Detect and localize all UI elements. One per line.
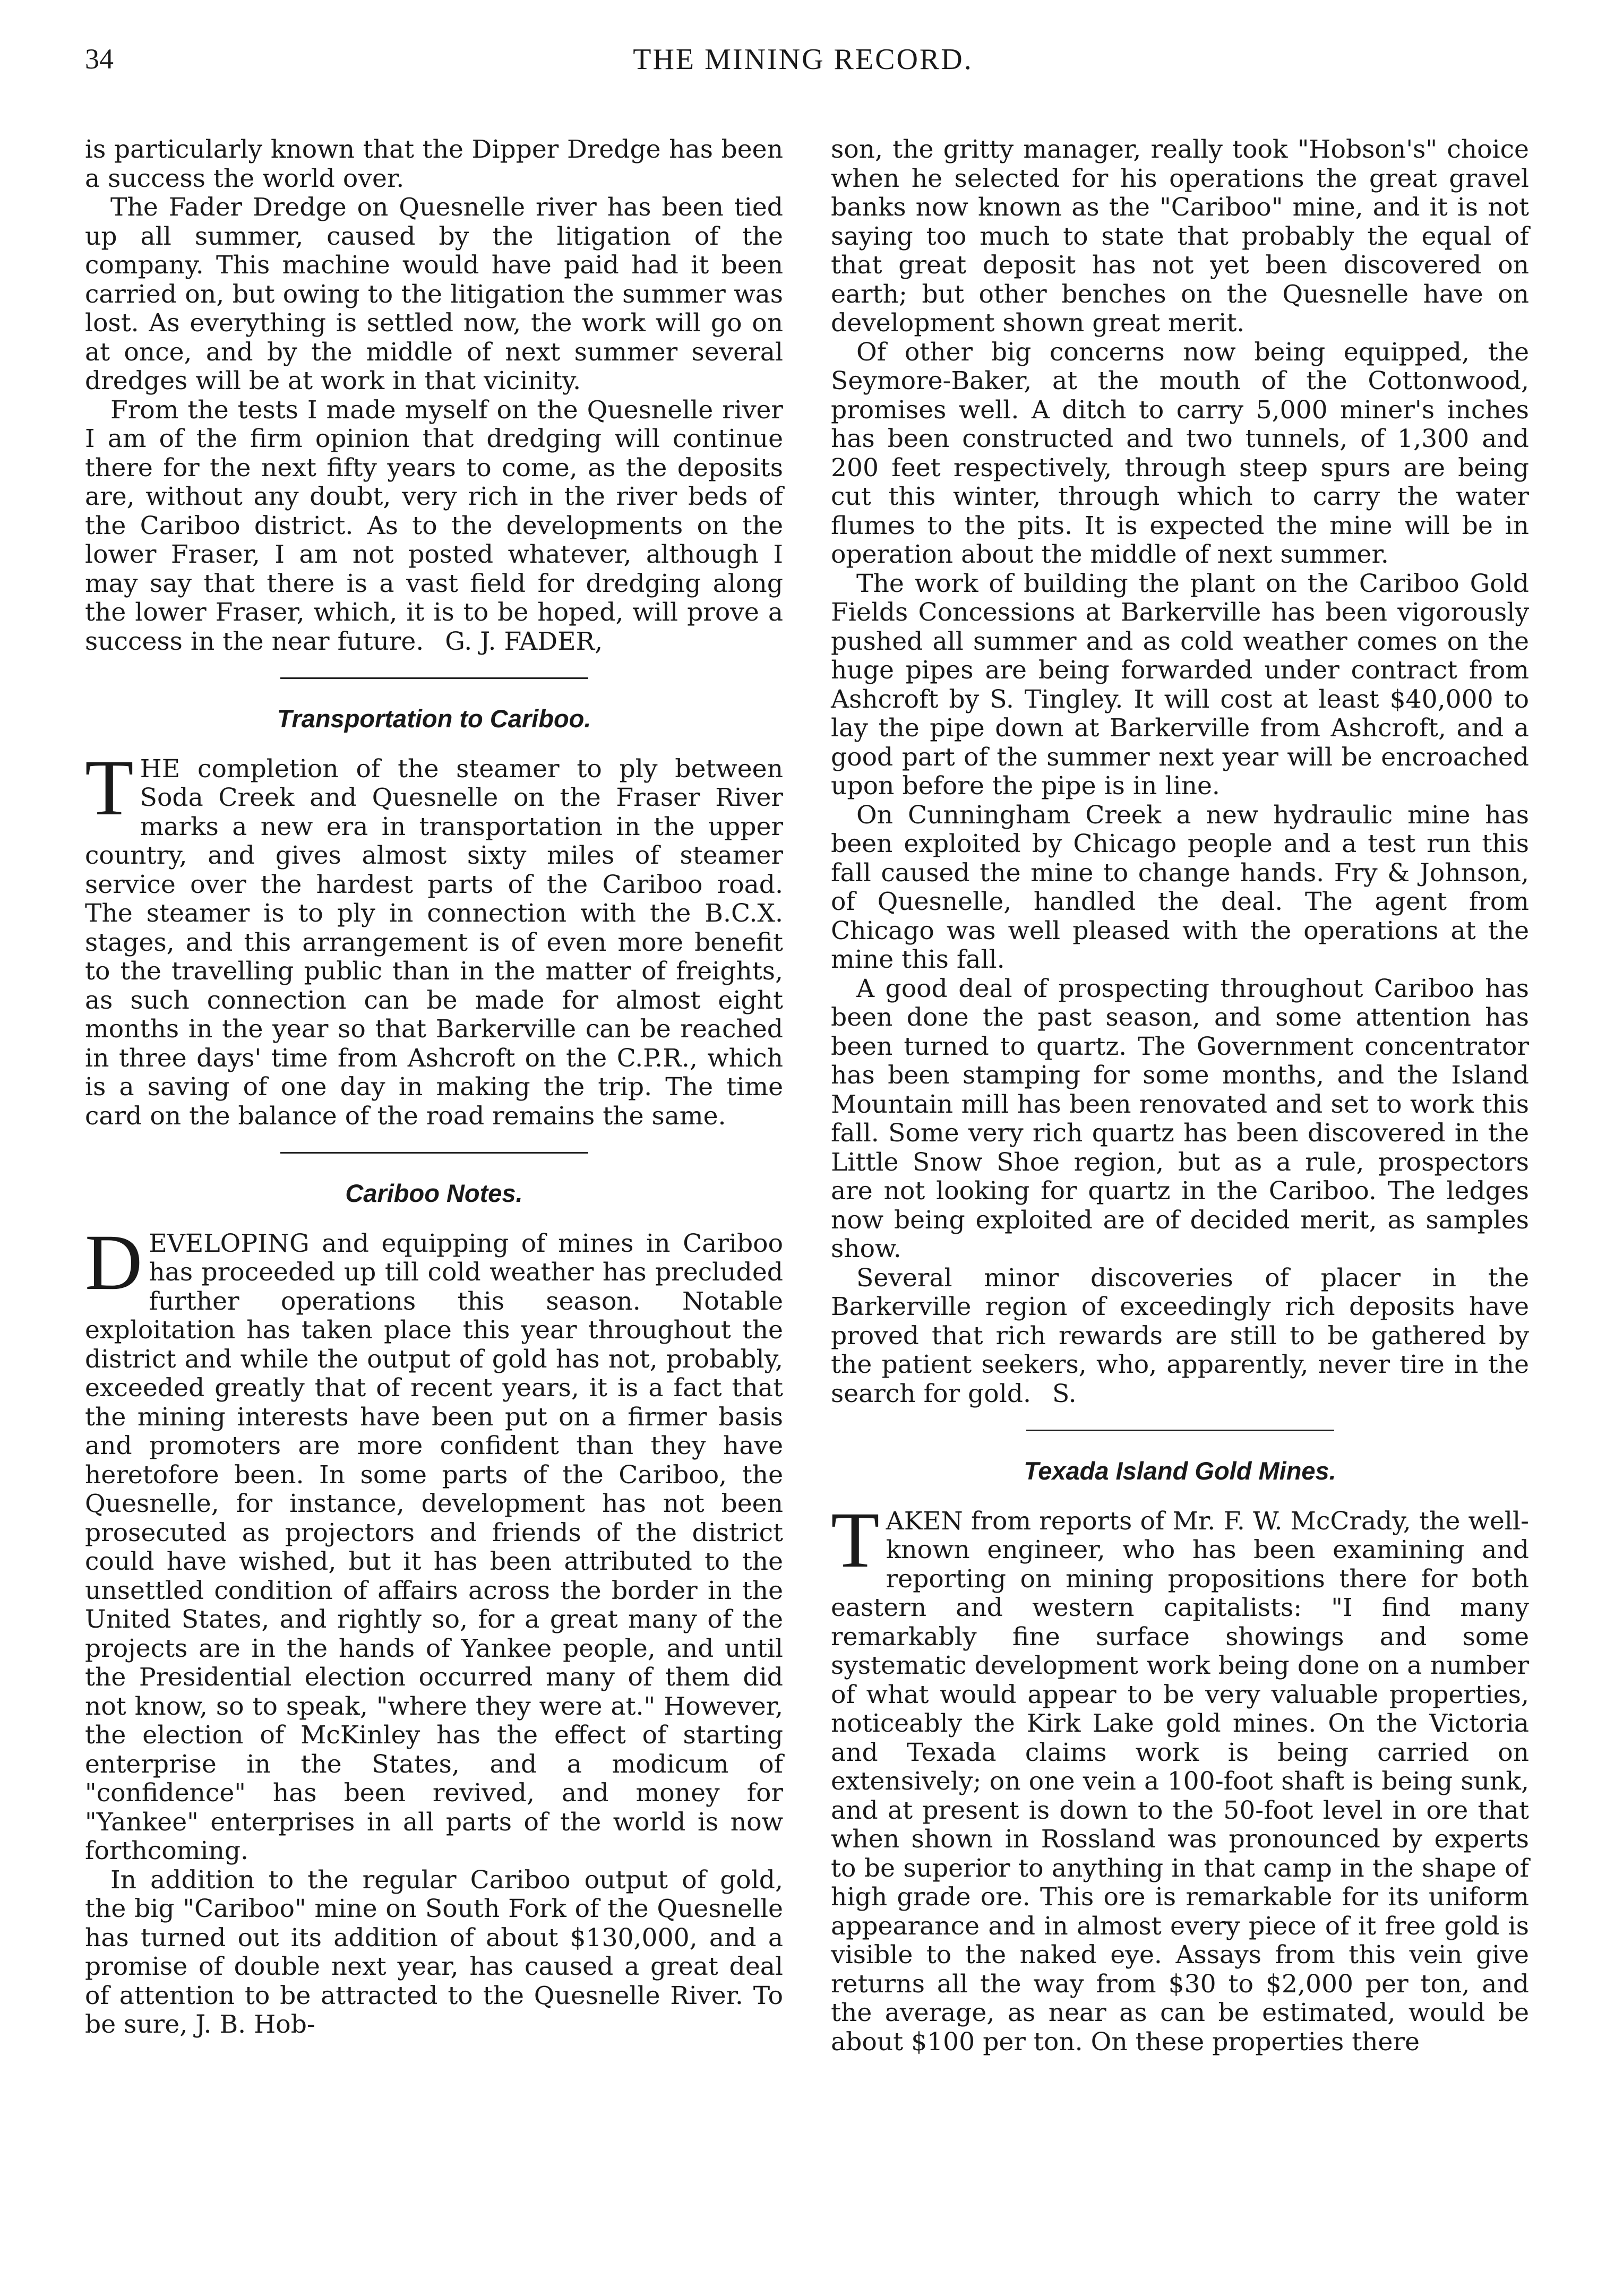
right-column bbox=[831, 135, 1529, 2057]
author-signature: G. J. FADER, bbox=[445, 626, 603, 656]
paragraph bbox=[831, 1495, 1529, 2057]
section-heading: Cariboo Notes. bbox=[345, 1179, 523, 1207]
paragraph: The work of building the plant on the Cariboo Gold Fields Concessions at Barkerville has been vigorously pushed all summer and as cold weather comes on the huge pipes are being forwarded under contract from Ashcroft by S. Tingley. It will cost at least $40,000 to lay the pipe down at Barkerville from Ashcroft, and a good part of the summer next year will be encroached upon before the pipe is in line. bbox=[831, 569, 1529, 801]
running-title: THE MINING RECORD. bbox=[633, 43, 973, 76]
paragraph: Of other big concerns now being equipped, the Seymore-Baker, at the mouth of the Cottonwood, promises well. A ditch to carry 5,000 miner's inches has been constructed and two tunnels, of 1,300 and 200 feet respectively, through steep spurs are being cut this winter, through which to carry the water flumes to the pits. It is expected the mine will be in operation about the middle of next summer. bbox=[831, 337, 1529, 569]
paragraph-text: AKEN from reports of Mr. F. W. McCrady, the well-known engineer, who has been examining and reporting on mining propositions there for both eastern and western capitalists: "I find many remarkably fine surface showings and some systematic development work being done on a number of what would appear to be very valuable properties, noticeably the Kirk Lake gold mines. On the Victoria and Texada claims work is being carried on extensively; on one vein a 100-foot shaft is being sunk, and at present is down to the 50-foot level in ore that when shown in Rossland was pronounced by experts to be superior to anything in that camp in the shape of high grade ore. This ore is remarkable for its uniform appearance and in almost every piece of it free gold is visible to the naked eye. Assays from this vein give returns all the way from $30 to $2,000 per ton, and the average, as near as can be estimated, would be about $100 per ton. On these properties there bbox=[831, 1506, 1529, 2057]
paragraph: The Fader Dredge on Quesnelle river has been tied up all summer, caused by the litigation of the company. This machine would have paid had it been carried on, but owing to the litigation the summer was lost. As everything is settled now, the work will go on at once, and by the middle of next summer several dredges will be at work in that vicinity. bbox=[85, 193, 783, 395]
paragraph-text: EVELOPING and equipping of mines in Cariboo has proceeded up till cold weather has precluded further operations this season. Notable exploitation has taken place this year throughout the district and while the output of gold has not, probably, exceeded greatly that of recent years, it is a fact that the mining interests have been put on a firmer basis and promoters are more confident than they have heretofore been. In some parts of the Cariboo, the Quesnelle, for instance, development has not been prosecuted as projectors and friends of the district could have wished, but it has been attributed to the unsettled condition of affairs across the border in the United States, and rightly so, for a great many of the projects are in the hands of Yankee people, and until the Presidential election occurred many of them did not know, so to speak, "where they were at." However, the election of McKinley has the effect of starting enterprise in the States, and a modicum of "confidence" has been revived, and money for "Yankee" enterprises in all parts of the world is now forthcoming. bbox=[85, 1228, 783, 1865]
section-heading: Texada Island Gold Mines. bbox=[1024, 1457, 1336, 1485]
paragraph: On Cunningham Creek a new hydraulic mine has been exploited by Chicago people and a test run this fall caused the mine to change hands. Fry & Johnson, of Quesnelle, handled the deal. The agent from Chicago was well pleased with the operations at the mine this fall. bbox=[831, 800, 1529, 974]
drop-cap: T bbox=[831, 1495, 880, 1584]
section-heading: Transportation to Cariboo. bbox=[277, 704, 591, 733]
author-signature: S. bbox=[1052, 1379, 1077, 1408]
page-number: 34 bbox=[85, 43, 114, 75]
section-divider bbox=[280, 1152, 588, 1154]
paragraph-text: From the tests I made myself on the Quesnelle river I am of the firm opinion that dredging will continue there for the next fifty years to come, as the deposits are, without any doubt, very rich in the river beds of the Cariboo district. As to the developments on the lower Fraser, I am not posted whatever, although I may say that there is a vast field for dredging along the lower Fraser, which, it is to be hoped, will prove a success in the near future. bbox=[85, 395, 783, 656]
paragraph-text: HE completion of the steamer to ply between Soda Creek and Quesnelle on the Fraser River marks a new era in transportation in the upper country, and gives almost sixty miles of steamer service over the hardest parts of the Cariboo road. The steamer is to ply in connection with the B.C.X. stages, and this arrangement is of even more benefit to the travelling public than in the matter of freights, as such connection can be made for almost eight months in the year so that Barkerville can be reached in three days' time from Ashcroft on the C.P.R., which is a saving of one day in making the trip. The time card on the balance of the road remains the same. bbox=[85, 754, 783, 1131]
drop-cap: D bbox=[85, 1218, 143, 1306]
left-column bbox=[85, 135, 783, 2040]
paragraph: is particularly known that the Dipper Dredge has been a success the world over. bbox=[85, 135, 783, 193]
section-divider bbox=[280, 677, 588, 679]
paragraph: A good deal of prospecting throughout Cariboo has been done the past season, and some attention has been turned to quartz. The Government concentrator has been stamping for some months, and the Island Mountain mill has been renovated and set to work this fall. Some very rich quartz has been discovered in the Little Snow Shoe region, but as a rule, prospectors are not looking for quartz in the Cariboo. The ledges now being exploited are of decided merit, as samples show. bbox=[831, 974, 1529, 1263]
paragraph: son, the gritty manager, really took "Hobson's" choice when he selected for his operations the great gravel banks now known as the "Cariboo" mine, and it is not saying too much to state that probably the equal of that great deposit has not yet been discovered on earth; but other benches on the Quesnelle have on development shown great merit. bbox=[831, 135, 1529, 338]
paragraph bbox=[831, 1264, 1529, 1409]
paragraph-text: Several minor discoveries of placer in the Barkerville region of exceedingly rich deposits have proved that rich rewards are still to be gathered by the patient seekers, who, apparently, never tire in the search for gold. bbox=[831, 1263, 1529, 1408]
section-divider bbox=[1026, 1430, 1334, 1431]
paragraph bbox=[85, 743, 783, 1131]
drop-cap: T bbox=[85, 743, 134, 832]
paragraph bbox=[85, 396, 783, 657]
paragraph bbox=[85, 1218, 783, 1866]
paragraph: In addition to the regular Cariboo output of gold, the big "Cariboo" mine on South Fork of the Quesnelle has turned out its addition of about $130,000, and a promise of double next year, has caused a great deal of attention to be attracted to the Quesnelle River. To be sure, J. B. Hob- bbox=[85, 1865, 783, 2039]
